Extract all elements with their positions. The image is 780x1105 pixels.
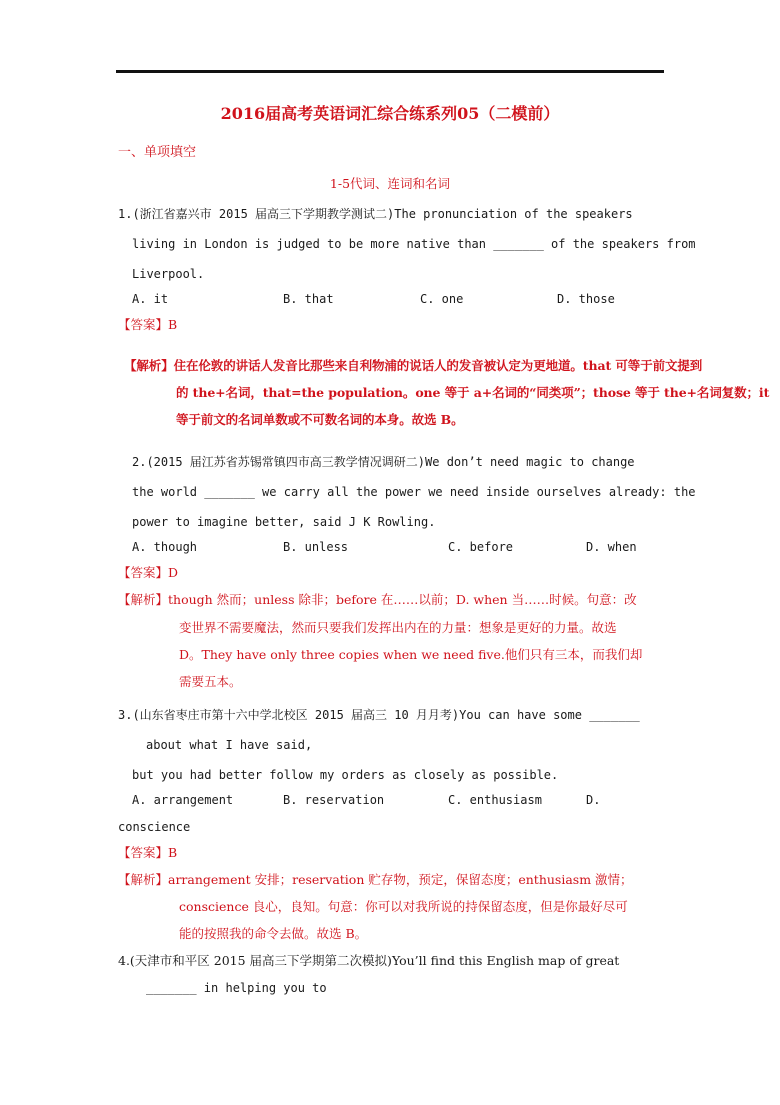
question-3-line-2: about what I have said,	[146, 738, 313, 752]
top-rule	[116, 70, 664, 73]
question-1-answer: 【答案】B	[118, 317, 178, 332]
question-1-line-1: 1.(浙江省嘉兴市 2015 届高三下学期教学测试二)The pronunciation of the speakers	[118, 207, 633, 221]
question-1-analysis-line-1: 【解析】住在伦敦的讲话人发音比那些来自利物浦的说话人的发音被认定为更地道。that 可等于前文提到	[124, 358, 703, 373]
question-2-analysis-line-2: 变世界不需要魔法，然而只要我们发挥出内在的力量：想象是更好的力量。故选	[179, 620, 617, 635]
question-3-option-a: A. arrangement	[132, 793, 234, 807]
section-heading: 一、单项填空	[118, 145, 197, 160]
question-2-option-b: B. unless	[283, 540, 349, 554]
question-1-line-3: Liverpool.	[132, 267, 205, 281]
question-1-option-a: A. it	[132, 292, 169, 306]
question-2-option-c: C. before	[448, 540, 514, 554]
question-3-line-1: 3.(山东省枣庄市第十六中学北校区 2015 届高三 10 月月考)You can have some _______	[118, 708, 640, 722]
page-title: 2016届高考英语词汇综合练系列05（二模前）	[220, 104, 560, 123]
question-3-answer: 【答案】B	[118, 845, 178, 860]
question-1-option-c: C. one	[420, 292, 464, 306]
question-3-option-b: B. reservation	[283, 793, 385, 807]
question-3-analysis-line-2: conscience 良心，良知。句意：你可以对我所说的持保留态度，但是你最好尽可	[179, 899, 628, 914]
question-2-answer: 【答案】D	[118, 565, 179, 580]
question-2-line-3: power to imagine better, said J K Rowling.	[132, 515, 436, 529]
question-2-line-1: 2.(2015 届江苏省苏锡常镇四市高三教学情况调研二)We don’t need magic to change	[132, 455, 635, 469]
question-4-line-2: _______ in helping you to	[146, 981, 327, 995]
question-3-line-3: but you had better follow my orders as closely as possible.	[132, 768, 559, 782]
question-1-analysis-line-3: 等于前文的名词单数或不可数名词的本身。故选 B。	[176, 412, 464, 427]
question-1-line-2: living in London is judged to be more native than _______ of the speakers from	[132, 237, 696, 251]
question-2-line-2: the world _______ we carry all the power we need inside ourselves already: the	[132, 485, 696, 499]
question-2-analysis-line-1: 【解析】though 然而；unless 除非；before 在……以前；D. when 当……时候。句意：改	[118, 592, 637, 607]
question-2-analysis-line-4: 需要五本。	[179, 674, 242, 689]
subsection-heading: 1-5代词、连词和名词	[329, 176, 451, 191]
question-2-analysis-line-3: D。They have only three copies when we need five.他们只有三本，而我们却	[179, 647, 643, 662]
question-2-option-a: A. though	[132, 540, 198, 554]
question-1-analysis-line-2: 的 the+名词，that=the population。one 等于 a+名词的“同类项”；those 等于 the+名词复数；it	[176, 385, 770, 400]
question-3-analysis-line-3: 能的按照我的命令去做。故选 B。	[179, 926, 368, 941]
question-3-option-d-text: conscience	[118, 820, 191, 834]
question-2-option-d: D. when	[586, 540, 637, 554]
question-3-option-d: D.	[586, 793, 601, 807]
question-4-line-1: 4.(天津市和平区 2015 届高三下学期第二次模拟)You’ll find this English map of great	[118, 953, 620, 968]
question-3-option-c: C. enthusiasm	[448, 793, 542, 807]
question-1-option-b: B. that	[283, 292, 334, 306]
question-3-analysis-line-1: 【解析】arrangement 安排；reservation 贮存物，预定，保留态度；enthusiasm 激情；	[118, 872, 633, 887]
question-1-option-d: D. those	[557, 292, 615, 306]
